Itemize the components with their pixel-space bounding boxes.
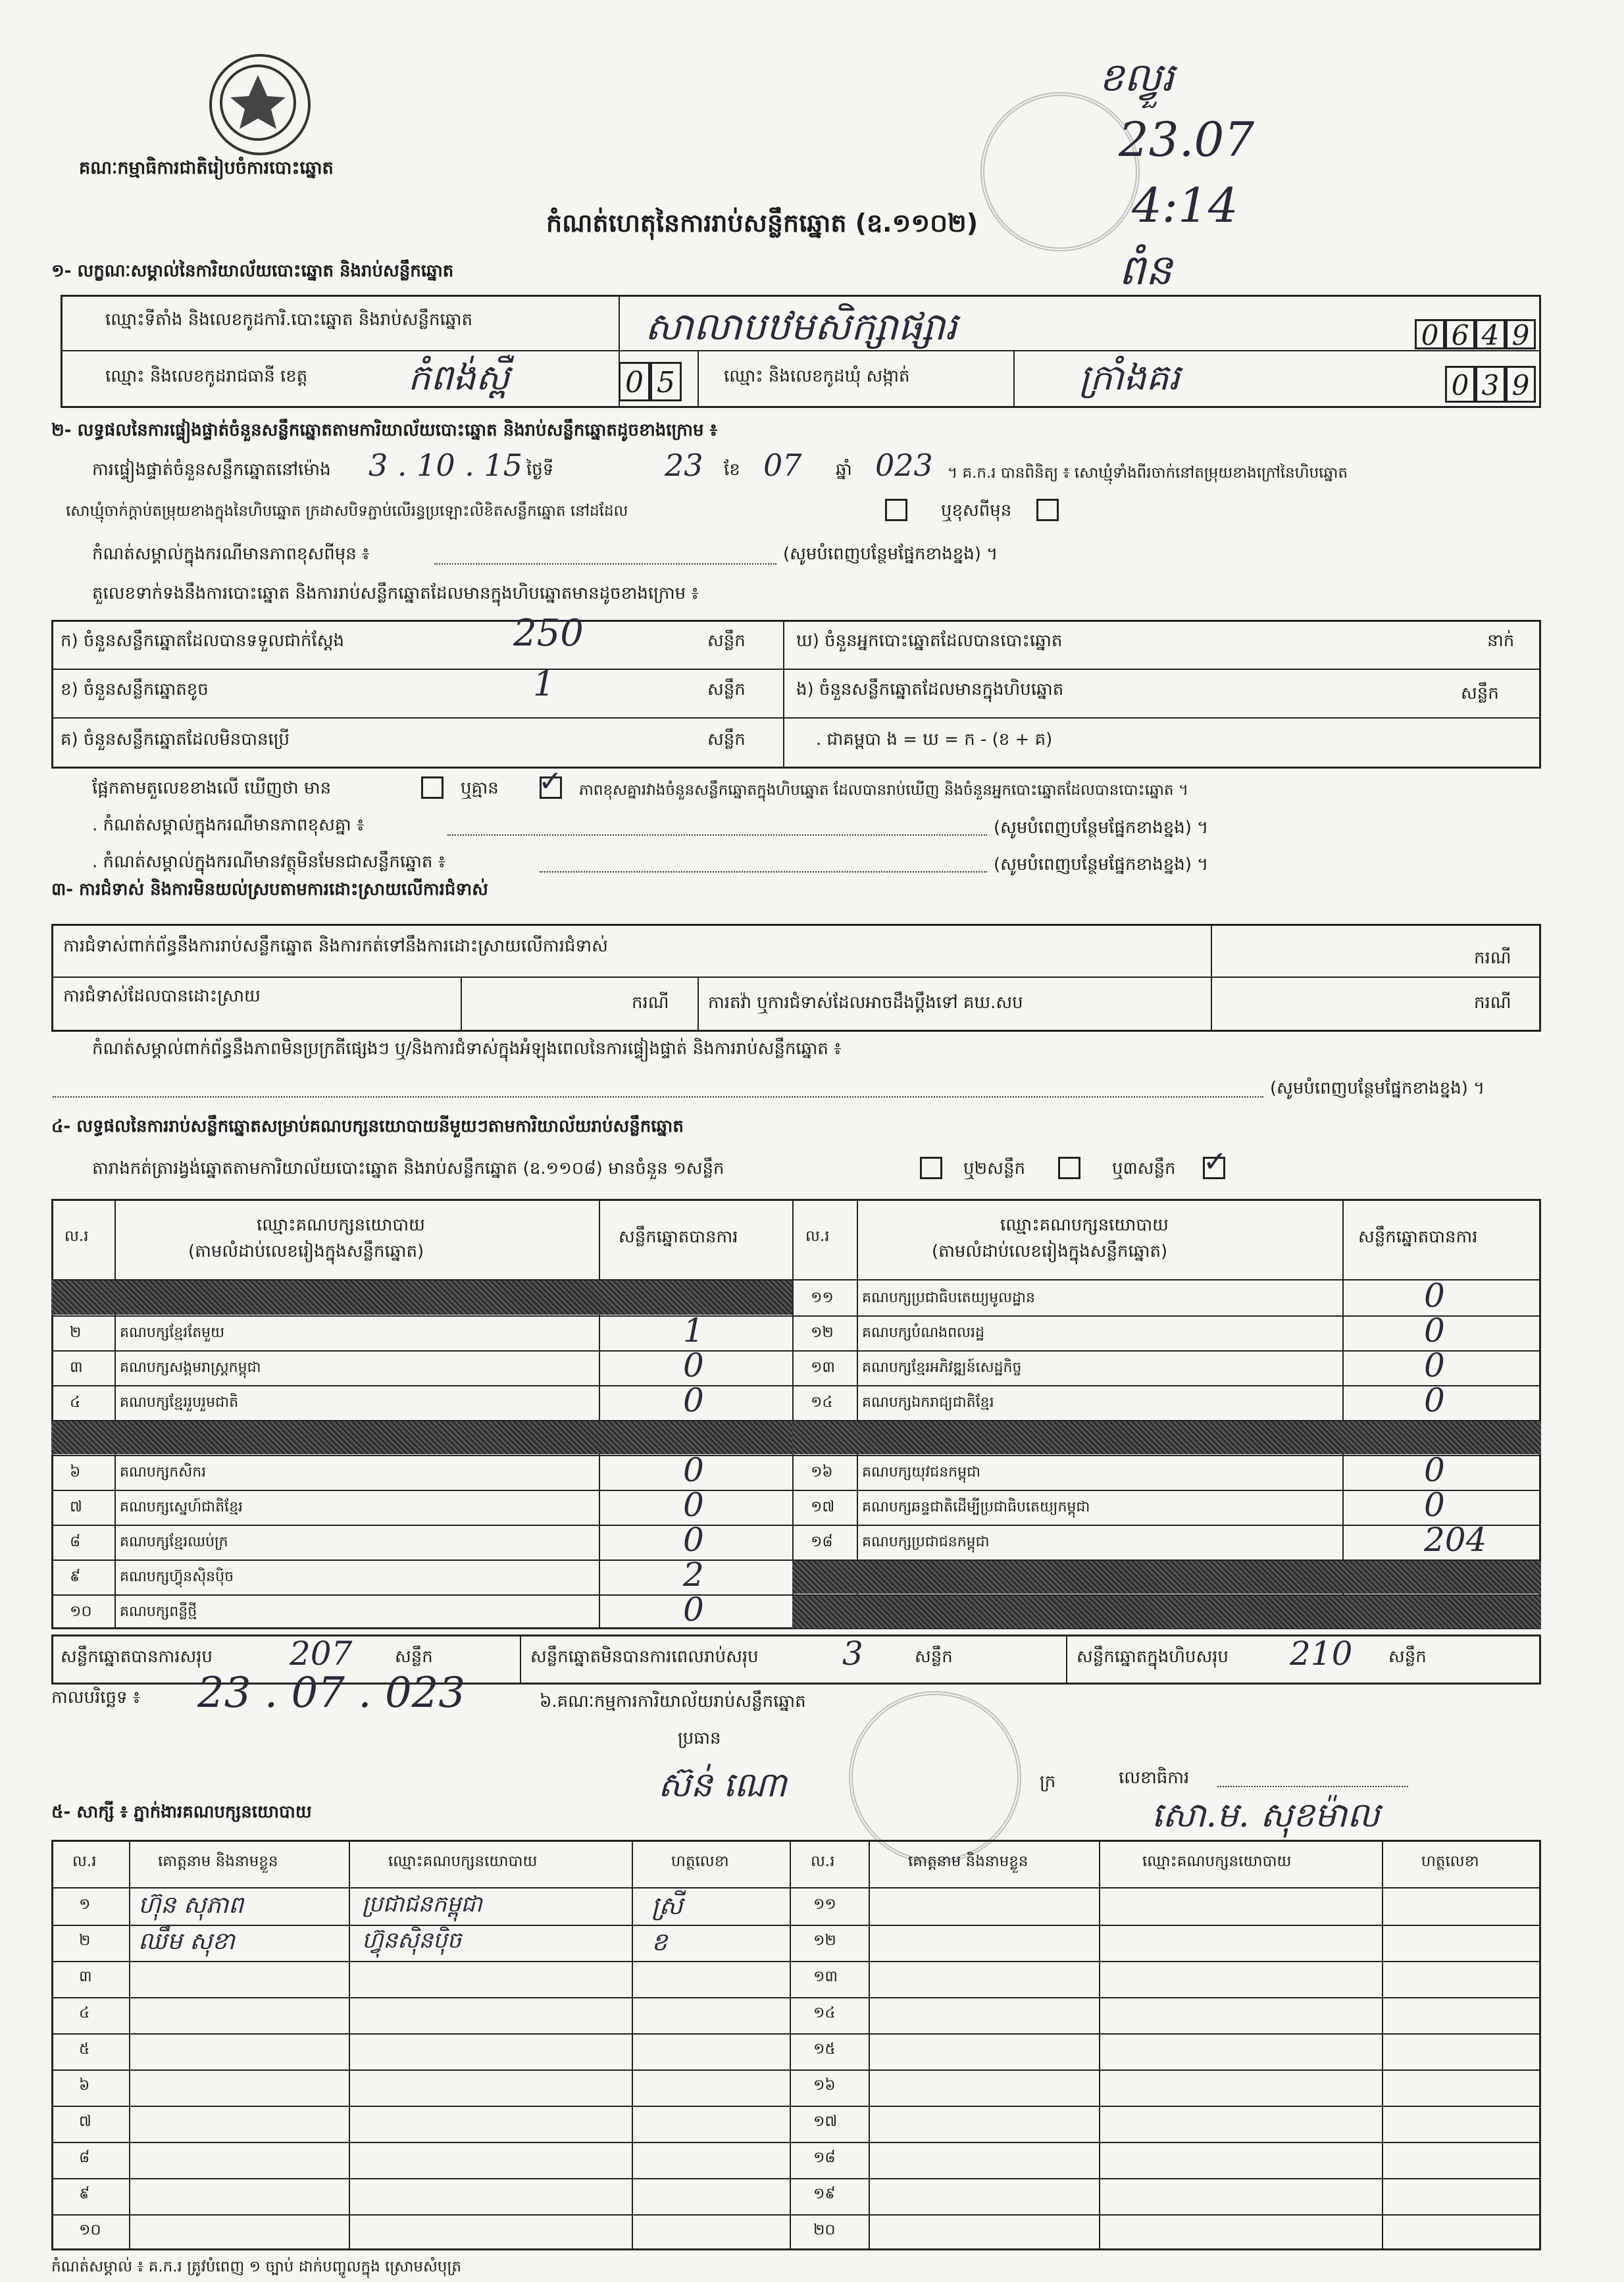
unit-label: សន្លឹក	[1388, 1647, 1427, 1667]
official-stamp	[980, 92, 1140, 251]
code-digit: 4	[1475, 319, 1506, 349]
party-row-name: គណបក្សកសិករ	[120, 1464, 207, 1481]
witness-no: ២០	[813, 2221, 836, 2239]
party-row-name: គណបក្សប្រជាជនកម្ពុជា	[862, 1534, 990, 1550]
witness-no: ៣	[79, 1968, 92, 1985]
col-sign: ហត្ថលេខា	[671, 1853, 729, 1870]
party-row-no: ១៤	[811, 1394, 833, 1411]
station-code	[1415, 319, 1536, 349]
witness-no: ១៩	[813, 2185, 836, 2202]
party-row-votes: 0	[1424, 1486, 1445, 1524]
party-row-name: គណបក្សឯករាជ្យជាតិខ្មែរ	[862, 1394, 994, 1411]
witness-no: ១០	[79, 2221, 101, 2239]
col-party: ឈ្មោះគណបក្សនយោបាយ	[388, 1853, 538, 1870]
month-label: ខែ	[724, 460, 740, 480]
col-name: គោត្តនាម និងនាមខ្លួន	[908, 1853, 1028, 1870]
witness-no: ១៨	[813, 2149, 836, 2166]
party-row-votes: 204	[1424, 1521, 1487, 1559]
voters-label: ឃ) ចំនួនអ្នកបោះឆ្នោតដែលបានបោះឆ្នោត	[796, 631, 1063, 651]
party-row-no: ៧	[70, 1498, 82, 1515]
has-difference-checkbox[interactable]	[421, 776, 444, 799]
compare-label: ផ្អែកតាមតួលេខខាងលើ ឃើញថា មាន	[92, 778, 332, 798]
diff-note-label: កំណត់សម្គាល់ក្នុងករណីមានភាពខុសពីមុន ៖	[92, 544, 370, 564]
party-row-no: ៩	[70, 1568, 81, 1585]
shaded-row	[51, 1280, 792, 1315]
case-label: ករណី	[1474, 948, 1511, 968]
objection-row-label: ការជំទាស់ពាក់ព័ន្ធនឹងការរាប់សន្លឹកឆ្នោត និងការកត់ទៅនឹងការដោះស្រាយលើការជំទាស់	[63, 936, 608, 956]
unit-label: សន្លឹក	[395, 1647, 433, 1667]
party-row-votes: 0	[683, 1590, 704, 1629]
witness-name: ហ៊ុន សុភាព	[138, 1892, 243, 1919]
note-obj-label: . កំណត់សម្គាល់ក្នុងករណីមានវត្ថុមិនមែនជាសន្លឹកឆ្នោត ៖	[92, 852, 446, 872]
party-row-name: គណបក្សយុវជនកម្ពុជា	[862, 1464, 981, 1481]
commune-code	[1445, 366, 1536, 403]
witness-no: ៧	[79, 2113, 91, 2130]
witness-signature: ស្រី	[651, 1891, 683, 1920]
commune-label: ឈ្មោះ និងលេខកូដឃុំ សង្កាត់	[724, 367, 910, 386]
section5-heading: ៥- សាក្សី ៖ ភ្នាក់ងារគណបក្សនយោបាយ	[51, 1802, 312, 1822]
party-row-name: គណបក្សប្រជាធិបតេយ្យមូលដ្ឋាន	[862, 1290, 1035, 1306]
changed-label: ឬខុសពីមុន	[941, 501, 1012, 520]
party-row-votes: 0	[683, 1521, 704, 1559]
station-label: ឈ្មោះទីតាំង និងលេខកូដការិ.បោះឆ្នោត និងរាប់សន្លឹកឆ្នោត	[105, 310, 472, 330]
secretary-signature: សោ.ម. សុខម៉ាល	[1152, 1796, 1380, 1835]
party-row-name: គណបក្សហ៊្វុនស៊ិនប៉ិច	[120, 1569, 234, 1585]
footer-note: កំណត់សម្គាល់ ៖ គ.ក.រ ត្រូវបំពេញ ១ ច្បាប់ ដាក់បញ្ចូលក្នុង ស្រោមសំបុត្រ	[51, 2258, 461, 2275]
fill-note: (សូមបំពេញបន្ថែមផ្នែកខាងខ្នង) ។	[994, 818, 1209, 838]
corner-note-4: ពំន	[1119, 246, 1173, 295]
date-label: កាលបរិច្ឆេទ ៖	[51, 1688, 141, 1708]
col-party: ឈ្មោះគណបក្សនយោបាយ	[1142, 1853, 1292, 1870]
party-row-no: ៦	[70, 1463, 81, 1481]
party-row-no: ១៦	[811, 1463, 833, 1481]
party-row-votes: 0	[683, 1451, 704, 1489]
col-party-sub: (តាមលំដាប់លេខរៀងក្នុងសន្លឹកឆ្នោត)	[188, 1242, 424, 1261]
party-row-name: គណបក្សខ្មែររួបរួមជាតិ	[120, 1394, 239, 1411]
witness-no: ១៣	[813, 1968, 838, 1985]
code-digit: 9	[1506, 319, 1536, 349]
witness-party: ហ៊្វុនស៊ិនប៉ិច	[362, 1927, 462, 1954]
province-label: ឈ្មោះ និងលេខកូដរាជធានី ខេត្ត	[105, 367, 308, 386]
invalid-total-value: 3	[842, 1635, 863, 1673]
party-row-votes: 1	[683, 1311, 704, 1350]
unit-label: សន្លឹក	[915, 1647, 953, 1667]
code-digit: 3	[1475, 366, 1506, 403]
shaded-row	[792, 1559, 1541, 1594]
no-difference-label: ឬគ្មាន	[461, 778, 499, 798]
corner-note-1: ខល្វួរ	[1099, 55, 1175, 101]
witness-no: ១៧	[813, 2113, 838, 2130]
two-sheet-label: ឬ២សន្លឹក	[963, 1159, 1025, 1179]
voters-unit: នាក់	[1487, 631, 1515, 651]
checkmark-icon: ✓	[1203, 1145, 1227, 1179]
irregularity-remark: កំណត់សម្គាល់ពាក់ព័ន្ធនឹងភាពមិនប្រក្រតីផ្សេងៗ ឬ/និងការជំទាស់ក្នុងអំឡុងពេលនៃការផ្ទៀងផ្ទាត់ និងការរាប់សន្លឹកឆ្នោត ៖	[92, 1039, 842, 1059]
two-sheet-checkbox[interactable]	[1058, 1157, 1080, 1179]
col-no: ល.រ	[805, 1228, 830, 1245]
official-stamp	[849, 1691, 1021, 1864]
page-title: កំណត់ហេតុនៃការរាប់សន្លឹកឆ្នោត (ឧ.១១០២)	[546, 209, 978, 238]
changed-checkbox[interactable]	[1036, 499, 1059, 521]
member-label: ក្រ	[1040, 1772, 1056, 1792]
party-row-name: គណបក្សខ្មែរតែមួយ	[120, 1325, 225, 1341]
col-no: ល.រ	[64, 1228, 89, 1245]
received-label: ក) ចំនួនសន្លឹកឆ្នោតដែលបានទទួលជាក់ស្ដែង	[61, 631, 345, 651]
party-row-name: គណបក្សឆន្ទជាតិដើម្បីប្រជាធិបតេយ្យកម្ពុជា	[862, 1499, 1090, 1515]
code-digit: 0	[1415, 319, 1445, 349]
note-diff-label: . កំណត់សម្គាល់ក្នុងករណីមានភាពខុសគ្នា ៖	[92, 815, 365, 835]
province-value: កំពង់ស្ពឺ	[408, 357, 510, 398]
witness-no: ១៥	[813, 2041, 836, 2058]
witness-no: ១	[79, 1896, 91, 1913]
tally-sheet-text: តារាងកត់ត្រារង្វង់ឆ្នោតតាមការិយាល័យបោះឆ្នោត និងរាប់សន្លឹកឆ្នោត (ឧ.១១០៨) មានចំនួន ១សន្លឹក	[92, 1159, 724, 1179]
day-label: ថ្ងៃទី	[526, 460, 554, 480]
checkmark-icon: ✓	[538, 765, 563, 798]
col-votes: សន្លឹកឆ្នោតបានការ	[619, 1227, 738, 1247]
year-value: 023	[875, 447, 933, 483]
party-row-no: ១២	[811, 1324, 834, 1341]
party-row-votes: 2	[683, 1556, 704, 1594]
col-party-sub: (តាមលំដាប់លេខរៀងក្នុងសន្លឹកឆ្នោត)	[932, 1242, 1168, 1261]
party-row-votes: 0	[1424, 1277, 1445, 1315]
witness-no: ២	[79, 1932, 91, 1949]
witness-no: ៦	[79, 2077, 90, 2094]
three-sheet-label: ឬ៣សន្លឹក	[1112, 1159, 1176, 1179]
witness-no: ៤	[79, 2004, 90, 2021]
section1-heading: ១- លក្ខណៈសម្គាល់នៃការិយាល័យបោះឆ្នោត និងរាប់សន្លឹកឆ្នោត	[51, 261, 454, 281]
fill-note: (សូមបំពេញបន្ថែមផ្នែកខាងខ្នង) ។	[1270, 1078, 1485, 1098]
party-row-name: គណបក្សខ្មែរអភិវឌ្ឍន៍សេដ្ឋកិច្ច	[862, 1359, 1022, 1376]
corner-note-2: 23.07	[1119, 112, 1255, 167]
received-value: 250	[513, 612, 584, 655]
party-row-no: ៨	[70, 1533, 81, 1550]
party-row-votes: 0	[1424, 1451, 1445, 1489]
diff-note-hint: (សូមបំពេញបន្ថែមផ្នែកខាងខ្នង) ។	[783, 544, 998, 564]
party-row-no: ១៨	[811, 1533, 833, 1550]
nec-emblem	[209, 54, 311, 155]
shaded-row	[51, 1420, 792, 1454]
spoiled-value: 1	[533, 665, 555, 704]
party-row-votes: 0	[683, 1486, 704, 1524]
province-code	[619, 362, 682, 401]
code-digit: 0	[1445, 366, 1475, 403]
party-row-no: ១០	[70, 1603, 92, 1620]
witness-party: ប្រជាជនកម្ពុជា	[362, 1891, 482, 1917]
party-row-votes: 0	[683, 1346, 704, 1384]
unit-label: សន្លឹក	[707, 730, 746, 749]
party-row-votes: 0	[1424, 1346, 1445, 1384]
party-row-no: ១៧	[811, 1498, 835, 1515]
committee-name: គណៈកម្មាធិការជាតិរៀបចំការបោះឆ្នោត	[79, 158, 334, 178]
unit-label: សន្លឹក	[1461, 684, 1499, 703]
party-row-votes: 0	[1424, 1381, 1445, 1419]
party-row-no: ២	[70, 1324, 82, 1341]
box-total-value: 210	[1290, 1635, 1353, 1673]
code-digit: 5	[650, 362, 682, 401]
witness-signature: ខ	[651, 1927, 668, 1956]
resolved-label: ការជំទាស់ដែលបានដោះស្រាយ	[63, 986, 261, 1006]
appeal-label: ការតវ៉ា ឬការជំទាស់ដែលអាចដឹងប្ដឹងទៅ គឃ.សប	[708, 993, 1023, 1013]
fill-note: (សូមបំពេញបន្ថែមផ្នែកខាងខ្នង) ។	[994, 855, 1209, 875]
corner-note-3: 4:14	[1132, 178, 1238, 233]
party-row-no: ៣	[70, 1359, 83, 1376]
year-label: ឆ្នាំ	[836, 460, 852, 480]
case-label: ករណី	[632, 993, 669, 1013]
witness-no: ៩	[79, 2185, 90, 2202]
witness-no: ១១	[813, 1896, 836, 1913]
party-row-name: គណបក្សខ្មែរឈប់ក្រ	[120, 1534, 228, 1550]
witness-no: ១៦	[813, 2077, 836, 2094]
party-row-name: គណបក្សស្នេហ៍ជាតិខ្មែរ	[120, 1499, 243, 1515]
section4-heading: ៤- លទ្ធផលនៃការរាប់សន្លឹកឆ្នោតសម្រាប់គណបក្សនយោបាយនីមួយៗតាមការិយាល័យរាប់សន្លឹកឆ្នោត	[51, 1117, 684, 1136]
party-row-votes: 0	[1424, 1311, 1445, 1350]
same-checkbox[interactable]	[885, 499, 907, 521]
witness-name: ឈឹម សុខា	[138, 1928, 235, 1955]
valid-total-value: 207	[290, 1635, 353, 1673]
one-sheet-checkbox[interactable]	[920, 1157, 942, 1179]
compare-text: ភាពខុសគ្នារវាងចំនួនសន្លឹកឆ្នោតក្នុងហិបឆ្នោត ដែលបានរាប់ឃើញ និងចំនួនអ្នកបោះឆ្នោតដែលបានបោះឆ្នោត ។	[579, 782, 1188, 799]
party-row-no: ១៣	[811, 1359, 836, 1376]
station-value: សាលាបឋមសិក្សាផ្សារ	[645, 304, 957, 349]
unused-label: គ) ចំនួនសន្លឹកឆ្នោតដែលមិនបានប្រើ	[61, 730, 290, 749]
code-digit: 9	[1506, 366, 1536, 403]
party-row-name: គណបក្សសង្គមរាស្ត្រកម្ពុជា	[120, 1359, 261, 1376]
formula-text: . ជាគម្ពបា ង = ឃ = ក - (ខ + គ)	[816, 730, 1053, 749]
case-label: ករណី	[1474, 993, 1511, 1013]
spoiled-label: ខ) ចំនួនសន្លឹកឆ្នោតខូច	[61, 680, 209, 699]
verify-time-value: 3 . 10 . 15	[368, 447, 523, 483]
check-seals-text: ។ គ.ក.រ បានពិនិត្យ ៖ សោឃ្មុំទាំងពីរចាក់នៅតម្រុយខាងក្រៅនៃហិបឆ្នោត	[948, 465, 1348, 482]
signing-committee: ៦.គណៈកម្មការការិយាល័យរាប់សន្លឹកឆ្នោត	[540, 1692, 806, 1712]
month-value: 07	[763, 447, 802, 483]
box-total-label: សន្លឹកឆ្នោតក្នុងហិបសរុប	[1077, 1647, 1229, 1667]
witness-no: ៨	[79, 2149, 90, 2166]
witness-no: ១២	[813, 1932, 836, 1949]
emblem-icon	[212, 57, 304, 149]
unit-label: សន្លឹក	[707, 680, 746, 699]
day-value: 23	[665, 447, 703, 483]
col-name: គោត្តនាម និងនាមខ្លួន	[158, 1853, 278, 1870]
section2-heading: ២- លទ្ធផលនៃការផ្ទៀងផ្ទាត់ចំនួនសន្លឹកឆ្នោតតាមការិយាល័យបោះឆ្នោត និងរាប់សន្លឹកឆ្នោតដូចខាងក្រោម ៖	[51, 420, 717, 440]
party-row-name: គណបក្សបំណងពលរដ្ឋ	[862, 1325, 984, 1341]
unit-label: សន្លឹក	[707, 631, 746, 651]
inbox-label: ង) ចំនួនសន្លឹកឆ្នោតដែលមានក្នុងហិបឆ្នោត	[796, 680, 1064, 699]
witness-table	[51, 1840, 1541, 2250]
valid-total-label: សន្លឹកឆ្នោតបានការសរុប	[61, 1647, 213, 1667]
seal-condition-text: សោឃ្មុំចាក់ក្ដាប់តម្រុយខាងក្នុងនៃហិបឆ្នោត ក្រដាសបិទភ្ជាប់លើរន្ធប្រឡោះលិខិតសន្លឹកឆ្នោត នៅដដែល	[66, 503, 628, 520]
col-no: ល.រ	[72, 1853, 97, 1870]
col-party-name: ឈ្មោះគណបក្សនយោបាយ	[257, 1215, 425, 1235]
code-digit: 6	[1445, 319, 1475, 349]
code-digit: 0	[619, 362, 650, 401]
party-row-no: ១១	[811, 1289, 834, 1306]
party-row-name: គណបក្សពន្លឺថ្មី	[120, 1604, 197, 1620]
shaded-row	[792, 1420, 1541, 1454]
invalid-total-label: សន្លឹកឆ្នោតមិនបានការពេលរាប់សរុប	[530, 1647, 759, 1667]
col-sign: ហត្ថលេខា	[1421, 1853, 1479, 1870]
figures-intro: តួលេខទាក់ទងនឹងការបោះឆ្នោត និងការរាប់សន្លឹកឆ្នោតដែលមានក្នុងហិបឆ្នោតមានដូចខាងក្រោម ៖	[92, 584, 699, 603]
party-row-votes: 0	[683, 1381, 704, 1419]
witness-no: ៥	[79, 2041, 90, 2058]
col-votes: សន្លឹកឆ្នោតបានការ	[1358, 1227, 1478, 1247]
date-value: 23 . 07 . 023	[197, 1669, 466, 1717]
col-no: ល.រ	[811, 1853, 835, 1870]
chair-signature: ស៊ន់ ណោ	[658, 1765, 787, 1805]
secretary-label: លេខាធិការ	[1119, 1768, 1190, 1788]
section3-heading: ៣- ការជំទាស់ និងការមិនយល់ស្របតាមការដោះស្រាយលើការជំទាស់	[51, 880, 488, 900]
chair-label: ប្រធាន	[678, 1729, 721, 1748]
witness-no: ១៤	[813, 2004, 836, 2021]
verify-time-label: ការផ្ទៀងផ្ទាត់ចំនួនសន្លឹកឆ្នោតនៅម៉ោង	[92, 460, 331, 480]
shaded-row	[792, 1594, 1541, 1629]
party-row-no: ៤	[70, 1394, 81, 1411]
col-party-name: ឈ្មោះគណបក្សនយោបាយ	[1000, 1215, 1169, 1235]
commune-value: ក្រាំងគរ	[1079, 357, 1180, 398]
